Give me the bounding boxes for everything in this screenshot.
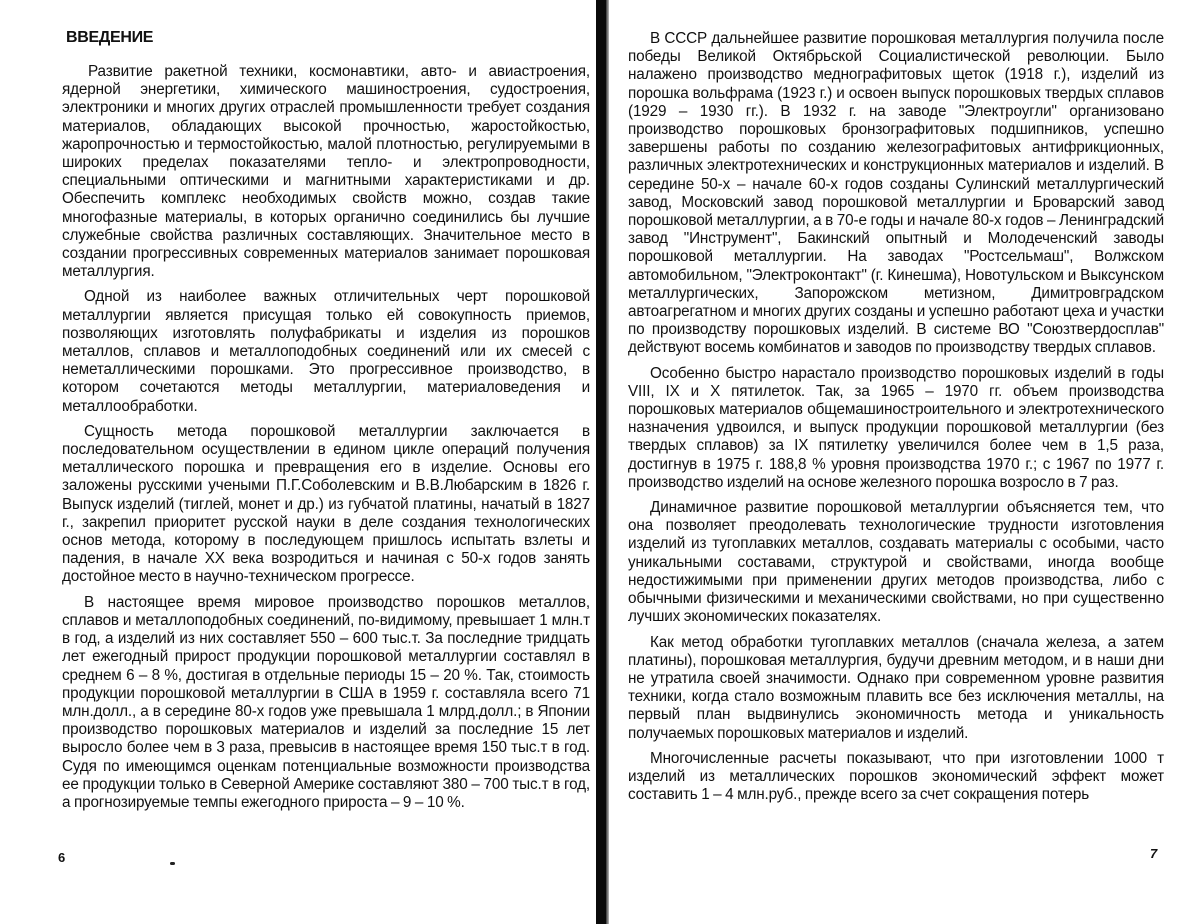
right-paragraph-3: Динамичное развитие порошковой металлургии объясняется тем, что она позволяет преодолевать технологические трудности изготовления изделий из тугоплавких металлов, создавать материалы с особыми, часто уникальными составами, структурой и свойствами, иногда вообще недостижимыми при применении других методов производства, либо с обычными физическими и механическими свойствами, но при существенно лучших экономических показателях. [628, 499, 1164, 626]
left-paragraph-2: Одной из наиболее важных отличительных черт порошковой металлургии является присущая только ей совокупность приемов, позволяющих изготовлять полуфабрикаты и изделия из порошков металлов, сплавов и металлоподобных соединений или их смесей с неметаллическими порошками. Это прогрессивное производство, в котором сочетаются методы металлургии, материаловедения и металлообработки. [62, 288, 590, 415]
right-paragraph-4: Как метод обработки тугоплавких металлов (сначала железа, а затем платины), порошковая металлургия, будучи древним методом, и в наши дни не утратила своей значимости. Однако при современном уровне развития техники, когда стало возможным плавить все без исключения металлы, на первый план выдвинулись экономичность метода и уникальность получаемых порошковых материалов и изделий. [628, 633, 1164, 742]
left-page [0, 0, 598, 924]
right-paragraph-2: Особенно быстро нарастало производство порошковых изделий в годы VIII, IX и X пятилеток. Так, за 1965 – 1970 гг. объем производства порошковых материалов общемашиностроительного и электротехнического назначения удвоился, и выпуск продукции порошковой металлургии (без твердых сплавов) за IX пятилетку увеличился более чем в 1,5 раза, достигнув в 1975 г. 188,8 % уровня производства 1970 г.; с 1967 по 1977 г. производство изделий на основе железного порошка возросло в 7 раз. [628, 364, 1164, 491]
right-paragraph-5: Многочисленные расчеты показывают, что при изготовлении 1000 т изделий из металлических порошков экономический эффект может составить 1 – 4 млн.руб., прежде всего за счет сокращения потерь [628, 749, 1164, 804]
page-number-right: 7 [1150, 846, 1158, 861]
page-number-left: 6 [58, 850, 66, 865]
scan-speck [170, 862, 175, 865]
right-paragraph-1: В СССР дальнейшее развитие порошковая металлургия получила после победы Великой Октябрьской Социалистической революции. Было налажено производство меднографитовых щеток (1918 г.), изделий из порошка вольфрама (1923 г.) и освоен выпуск порошковых твердых сплавов (1929 – 1930 гг.). В 1932 г. на заводе "Электроугли" организовано производство порошковых бронзографитовых подшипников, успешно завершены работы по созданию железографитовых антифрикционных, различных электротехнических и конструкционных материалов и изделий. В середине 50-х – начале 60-х годов созданы Сулинский металлургический завод, Московский завод порошковой металлургии и Броварский завод порошковой металлургии, а в 70-е годы и начале 80-х годов – Ленинградский завод "Инструмент", Бакинский опытный и Молодеченский заводы порошковой металлургии. На заводах "Ростсельмаш", Волжском автомобильном, "Электроконтакт" (г. Кинешма), Новотульском и Выксунском металлургических, Запорожском метизном, Димитровградском автоагрегатном и многих других созданы и успешно работают цеха и участки по производству порошковых изделий. В системе ВО "Союзтвердосплав" действуют восемь комбинатов и заводов по производству твердых сплавов. [628, 30, 1164, 357]
left-paragraph-4: В настоящее время мировое производство порошков металлов, сплавов и металлоподобных соединений, по-видимому, превышает 1 млн.т в год, а изделий из них составляет 550 – 600 тыс.т. За последние тридцать лет ежегодный прирост продукции порошковой металлургии составлял в среднем 6 – 8 %, достигая в отдельные периоды 15 – 20 %. Так, стоимость продукции порошковой металлургии в США в 1959 г. составляла всего 71 млн.долл., а в середине 80-х годов уже превышала 1 млрд.долл.; в Японии производство порошковых материалов и изделий за последние 15 лет выросло более чем в 3 раза, превысив в настоящее время 150 тыс.т в год. Судя по имеющимся оценкам потенциальные возможности производства ее продукции только в Северной Америке составляют 380 – 700 тыс.т в год, а прогнозируемые темпы ежегодного прироста – 9 – 10 %. [62, 593, 590, 811]
left-paragraph-1: Развитие ракетной техники, космонавтики, авто- и авиастроения, ядерной энергетики, химического машиностроения, судостроения, электроники и многих других отраслей промышленности требует создания материалов, обладающих высокой прочностью, жаростойкостью, жаропрочностью и термостойкостью, малой плотностью, регулируемыми в широких пределах показателями тепло- и электропроводности, специальными оптическими и магнитными характеристиками и др. Обеспечить комплекс необходимых свойств можно, создав такие многофазные материалы, в которых органично соединились бы лучшие служебные свойства различных составляющих. Значительное место в создании прогрессивных современных материалов занимает порошковая металлургия. [62, 63, 590, 281]
right-page [608, 0, 1200, 924]
left-paragraph-3: Сущность метода порошковой металлургии заключается в последовательном осуществлении в едином цикле операций получения металлического порошка и превращения его в изделие. Основы его заложены русскими учеными П.Г.Соболевским и В.В.Любарским в 1826 г. Выпуск изделий (тиглей, монет и др.) из губчатой платины, начатый в 1827 г., закрепил приоритет русской науки в деле создания технологических основ метода, которому в последующем пришлось испытать взлеты и падения, в начале XX века возродиться и начиная с 50-х годов занять достойное место в научно-техническом прогрессе. [62, 422, 590, 586]
chapter-heading: ВВЕДЕНИЕ [66, 29, 154, 46]
